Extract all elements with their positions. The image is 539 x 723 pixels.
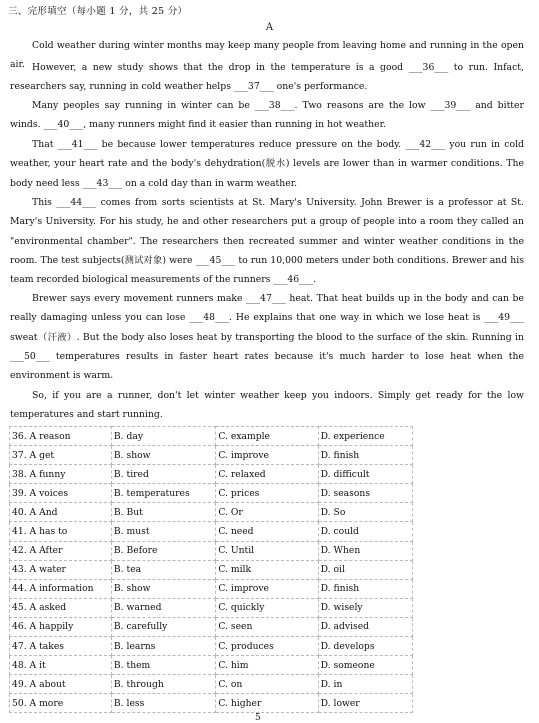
option-cell: B. tired: [111, 465, 215, 484]
option-cell: D. When: [318, 541, 412, 560]
option-cell: D. finish: [318, 446, 412, 465]
option-cell: D. experience: [318, 427, 412, 446]
option-cell: D. finish: [318, 579, 412, 598]
option-cell: 42. A After: [10, 541, 112, 560]
option-cell: C. higher: [216, 694, 318, 713]
option-cell: 44. A information: [10, 579, 112, 598]
option-cell: B. temperatures: [111, 484, 215, 503]
option-cell: C. relaxed: [216, 465, 318, 484]
paragraph-2: However, a new study shows that the drop in the temperature is a good ___36___ to run. Infact, researchers say, running in cold weather helps ___37___ one's performance.: [10, 62, 524, 93]
passage-title: A: [265, 22, 274, 33]
option-row: [10, 465, 413, 484]
option-cell: 41. A has to: [10, 522, 112, 541]
option-cell: 39. A voices: [10, 484, 112, 503]
option-cell: 38. A funny: [10, 465, 112, 484]
options-table: [9, 426, 413, 713]
option-cell: 37. A get: [10, 446, 112, 465]
option-cell: C. improve: [216, 446, 318, 465]
option-row: [10, 694, 413, 713]
option-row: [10, 598, 413, 617]
option-cell: B. carefully: [111, 617, 215, 636]
option-row: [10, 560, 413, 579]
option-cell: D. seasons: [318, 484, 412, 503]
option-cell: D. someone: [318, 656, 412, 675]
option-cell: C. example: [216, 427, 318, 446]
option-cell: C. Until: [216, 541, 318, 560]
paragraph-1: Cold weather during winter months may keep many people from leaving home and running in the open air.: [10, 40, 524, 71]
option-row: [10, 637, 413, 656]
option-cell: C. him: [216, 656, 318, 675]
option-row: [10, 427, 413, 446]
option-cell: D. in: [318, 675, 412, 694]
option-cell: C. quickly: [216, 598, 318, 617]
option-row: [10, 541, 413, 560]
option-cell: D. lower: [318, 694, 412, 713]
option-row: [10, 656, 413, 675]
option-cell: B. learns: [111, 637, 215, 656]
option-cell: B. them: [111, 656, 215, 675]
section-title: 三、完形填空（每小题 1 分，共 25 分）: [8, 6, 188, 17]
option-cell: D. difficult: [318, 465, 412, 484]
paragraph-7: So, if you are a runner, don't let winter weather keep you indoors. Simply get ready for the low temperatures and start running.: [10, 390, 524, 421]
option-cell: 40. A And: [10, 503, 112, 522]
paragraph-6: Brewer says every movement runners make ___47___ heat. That heat builds up in the body and can be really damaging unless you can lose ___48___. He explains that one way in which we lose heat is ___49___ sweat（汗液）. But the body also loses heat by transporting the blood to the surface of the skin. Running in ___50___ temperatures results in faster heart rates because it's much harder to lose heat when the environment is warm.: [10, 293, 524, 382]
option-cell: D. advised: [318, 617, 412, 636]
option-cell: C. Or: [216, 503, 318, 522]
option-cell: C. milk: [216, 560, 318, 579]
option-cell: B. day: [111, 427, 215, 446]
option-cell: 48. A it: [10, 656, 112, 675]
option-cell: 50. A more: [10, 694, 112, 713]
option-cell: D. could: [318, 522, 412, 541]
option-row: [10, 446, 413, 465]
option-cell: C. produces: [216, 637, 318, 656]
paragraph-3: Many peoples say running in winter can be ___38___. Two reasons are the low ___39___ and bitter winds. ___40___, many runners might find it easier than running in hot weather.: [10, 100, 524, 131]
option-row: [10, 675, 413, 694]
option-cell: D. wisely: [318, 598, 412, 617]
option-cell: C. need: [216, 522, 318, 541]
option-cell: B. But: [111, 503, 215, 522]
option-cell: 46. A happily: [10, 617, 112, 636]
option-row: [10, 484, 413, 503]
option-cell: 43. A water: [10, 560, 112, 579]
option-cell: B. warned: [111, 598, 215, 617]
option-cell: 47. A takes: [10, 637, 112, 656]
option-cell: D. So: [318, 503, 412, 522]
option-cell: B. through: [111, 675, 215, 694]
option-cell: B. must: [111, 522, 215, 541]
option-cell: C. prices: [216, 484, 318, 503]
page-number: 5: [255, 713, 261, 723]
paragraph-5: This ___44___ comes from sorts scientists at St. Mary's University. John Brewer is a professor at St. Mary's University. For his study, he and other researchers put a group of people into a room they called an "environmental chamber". The researchers then recreated summer and winter weather conditions in the room. The test subjects(测试对象) were ___45___ to run 10,000 meters under both conditions. Brewer and his team recorded biological measurements of the runners ___46___.: [10, 197, 524, 286]
option-cell: B. less: [111, 694, 215, 713]
option-cell: B. show: [111, 579, 215, 598]
option-cell: D. oil: [318, 560, 412, 579]
option-cell: 49. A about: [10, 675, 112, 694]
option-cell: B. Before: [111, 541, 215, 560]
option-cell: 36. A reason: [10, 427, 112, 446]
option-cell: D. develops: [318, 637, 412, 656]
option-cell: C. on: [216, 675, 318, 694]
option-cell: C. improve: [216, 579, 318, 598]
option-cell: C. seen: [216, 617, 318, 636]
option-cell: 45. A asked: [10, 598, 112, 617]
paragraph-4: That ___41___ be because lower temperatures reduce pressure on the body. ___42___ you run in cold weather, your heart rate and the body's dehydration(脱水) levels are lower than in warmer conditions. The body need less ___43___ on a cold day than in warm weather.: [10, 139, 524, 189]
option-row: [10, 617, 413, 636]
option-cell: B. show: [111, 446, 215, 465]
option-row: [10, 522, 413, 541]
option-row: [10, 503, 413, 522]
option-row: [10, 579, 413, 598]
option-cell: B. tea: [111, 560, 215, 579]
